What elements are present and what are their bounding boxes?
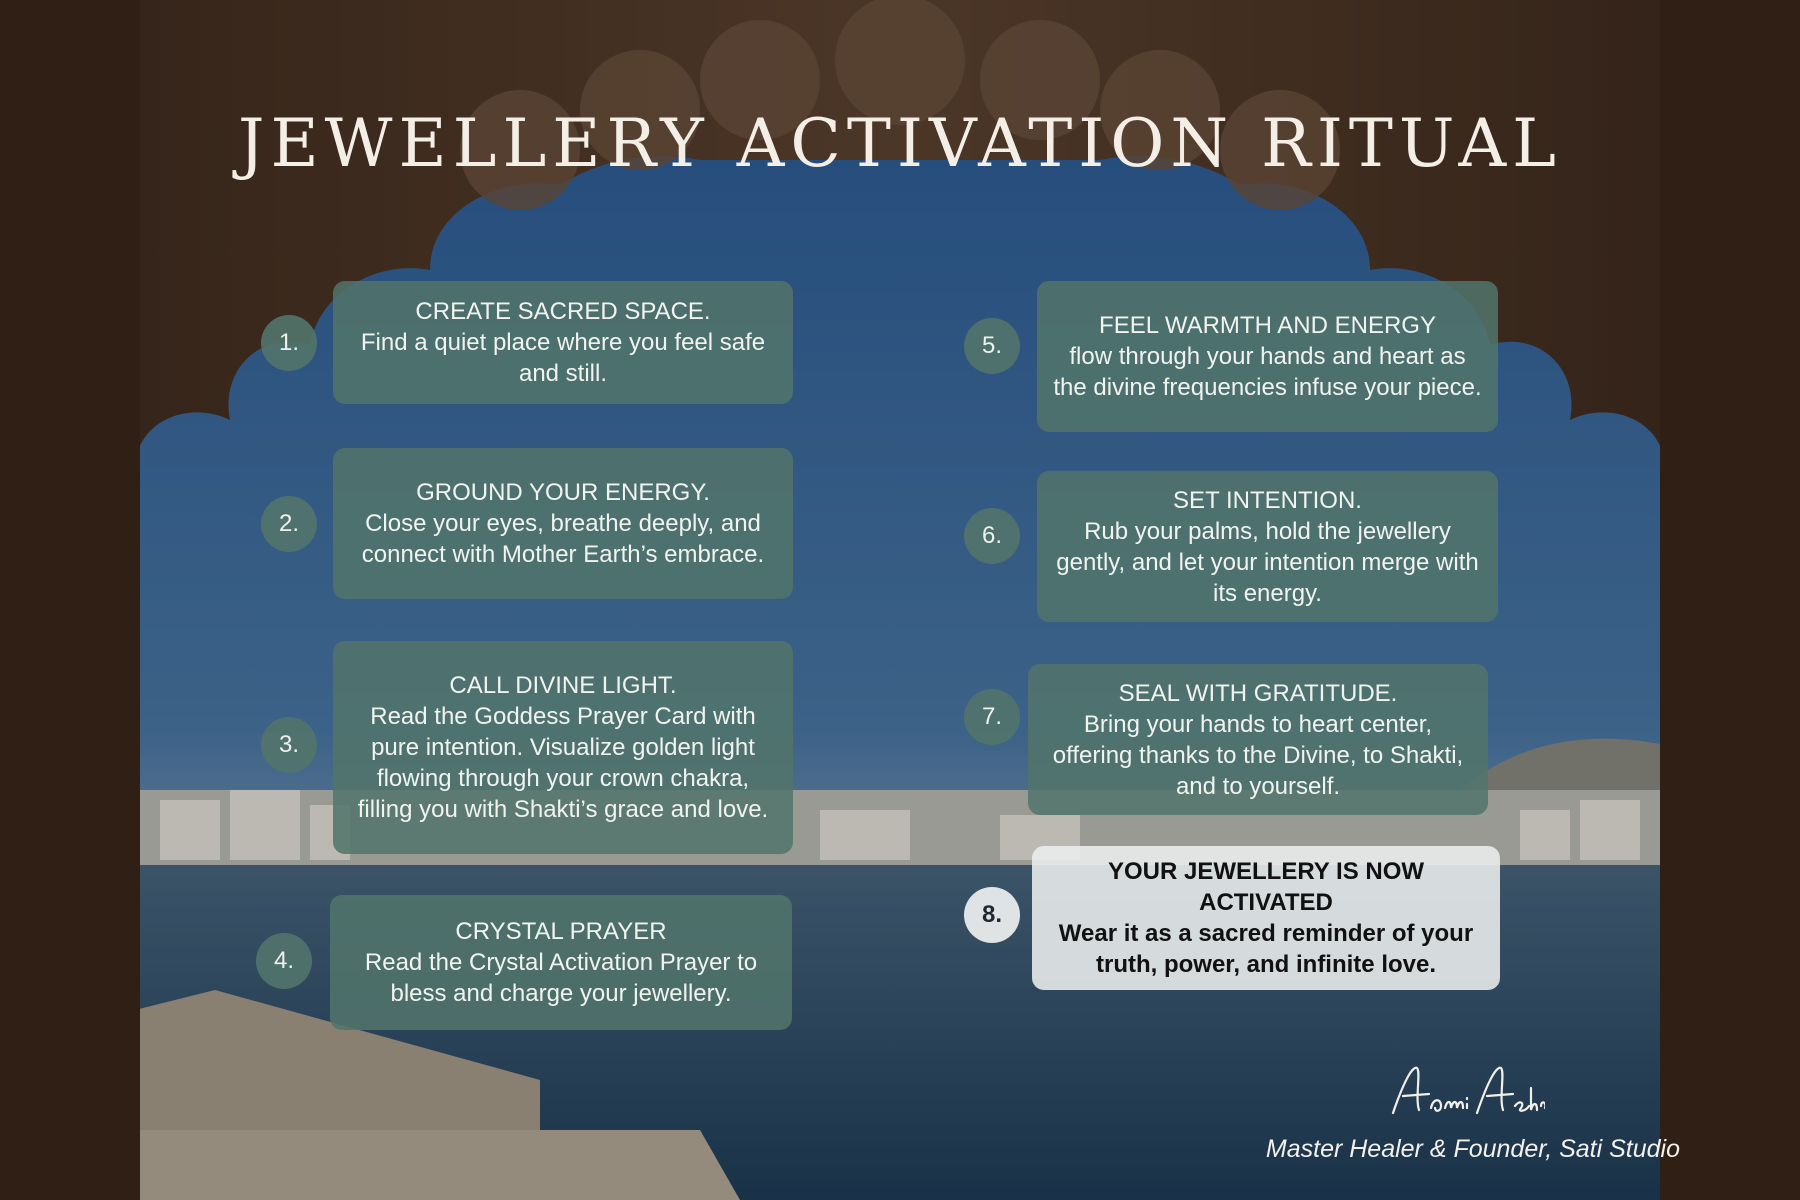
step-card-7	[1028, 664, 1488, 815]
founder-line: Master Healer & Founder, Sati Studio	[1265, 1135, 1680, 1163]
step-heading: YOUR JEWELLERY IS NOW ACTIVATED	[1107, 858, 1425, 916]
step-heading: FEEL WARMTH AND ENERGY	[1099, 312, 1436, 339]
step-number-5: 5.	[964, 318, 1020, 374]
step-text: flow through your hands and heart as the divine frequencies infuse your piece.	[1053, 343, 1482, 401]
step-number-7: 7.	[964, 689, 1020, 745]
step-heading: CALL DIVINE LIGHT.	[449, 672, 677, 699]
step-number-1: 1.	[261, 315, 317, 371]
step-text: Wear it as a sacred reminder of your truth, power, and infinite love.	[1058, 920, 1474, 978]
step-card-1	[333, 281, 793, 404]
signature	[1385, 1058, 1545, 1124]
step-number-8: 8.	[964, 887, 1020, 943]
step-heading: CREATE SACRED SPACE.	[415, 298, 711, 325]
step-text: Read the Crystal Activation Prayer to bless and charge your jewellery.	[364, 949, 758, 1007]
step-text: Rub your palms, hold the jewellery gently, and let your intention merge with its energy.	[1056, 517, 1479, 607]
step-text: Read the Goddess Prayer Card with pure intention. Visualize golden light flowing through your crown chakra, filling you with Shakti’s grace and love.	[357, 703, 769, 823]
step-card-8	[1032, 846, 1500, 990]
step-card-3	[333, 641, 793, 854]
step-text: Find a quiet place where you feel safe and still.	[360, 329, 766, 387]
step-card-6	[1037, 471, 1498, 622]
step-text: Close your eyes, breathe deeply, and connect with Mother Earth’s embrace.	[361, 510, 765, 568]
step-text: Bring your hands to heart center, offering thanks to the Divine, to Shakti, and to yourself.	[1052, 710, 1464, 800]
step-number-6: 6.	[964, 508, 1020, 564]
step-heading: SEAL WITH GRATITUDE.	[1118, 679, 1398, 707]
step-card-4	[330, 895, 792, 1030]
step-heading: CRYSTAL PRAYER	[455, 918, 667, 945]
step-heading: GROUND YOUR ENERGY.	[416, 479, 710, 506]
step-number-2: 2.	[261, 496, 317, 552]
step-card-5	[1037, 281, 1498, 432]
step-heading: SET INTENTION.	[1173, 486, 1362, 514]
step-number-3: 3.	[261, 717, 317, 773]
page-title: JEWELLERY ACTIVATION RITUAL	[238, 105, 1562, 182]
step-card-2	[333, 448, 793, 599]
step-number-4: 4.	[256, 933, 312, 989]
